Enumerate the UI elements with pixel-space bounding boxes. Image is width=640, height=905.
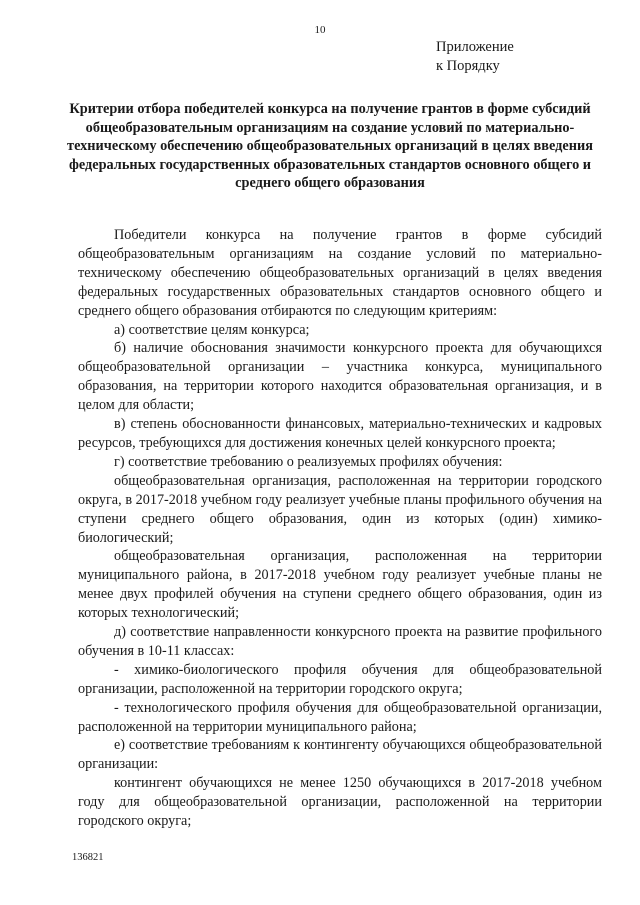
criterion-d-tech: - технологического профиля обучения для общеобразовательной организации, расположенной на территории муниципального района; — [78, 699, 602, 735]
criterion-a: а) соответствие целям конкурса; — [114, 321, 310, 338]
document-title: Критерии отбора победителей конкурса на получение грантов в форме субсидий общеобразовательным организациям на создание условий по материально-техническому обеспечению общеобразовательных организаций в целях введения федеральных государственных образовательных стандартов основного общего и среднего общего образования — [67, 101, 593, 192]
document-code: 136821 — [72, 852, 104, 863]
criterion-d: д) соответствие направленности конкурсного проекта на развитие профильного обучения в 10-11 классах: — [78, 624, 602, 659]
criterion-b: б) наличие обоснования значимости конкурсного проекта для обучающихся общеобразовательной организации – участника конкурса, муниципального образования, на территории которого находится образовательная организация, и в целом для области; — [78, 340, 602, 414]
paragraph-intro: Победители конкурса на получение грантов в форме субсидий общеобразовательным организациям на создание условий по материально-техническому обеспечению общеобразовательных организаций в целях введения федеральных государственных образовательных стандартов основного общего и среднего общего образования отбираются по следующим критериям: — [78, 227, 602, 319]
criterion-g-city: общеобразовательная организация, расположенная на территории городского округа, в 2017-2018 учебном году реализует учебные планы профильного обучения на ступени среднего общего образования, один из которых (один) химико-биологический; — [78, 472, 602, 546]
criterion-g: г) соответствие требованию о реализуемых профилях обучения: — [114, 453, 503, 470]
document-body — [78, 226, 602, 831]
criterion-v: в) степень обоснованности финансовых, материально-технических и кадровых ресурсов, требующихся для достижения конечных целей конкурсного проекта; — [78, 416, 602, 451]
appendix-label — [436, 38, 514, 76]
appendix-line-2: к Порядку — [436, 58, 500, 74]
criterion-e-contingent: контингент обучающихся не менее 1250 обучающихся в 2017-2018 учебном году для общеобразовательной организации, расположенной на территории городского округа; — [78, 775, 602, 830]
page-number: 10 — [314, 24, 326, 36]
criterion-g-district: общеобразовательная организация, расположенная на территории муниципального района, в 2017-2018 учебном году реализует учебные планы не менее двух профилей обучения на ступени среднего общего образования, один из которых технологический; — [78, 548, 602, 622]
criterion-e: е) соответствие требованиям к контингенту обучающихся общеобразовательной организации: — [78, 737, 602, 773]
appendix-line-1: Приложение — [436, 39, 514, 55]
criterion-d-chem-bio: - химико-биологического профиля обучения для общеобразовательной организации, расположенной на территории городского округа; — [78, 661, 602, 697]
